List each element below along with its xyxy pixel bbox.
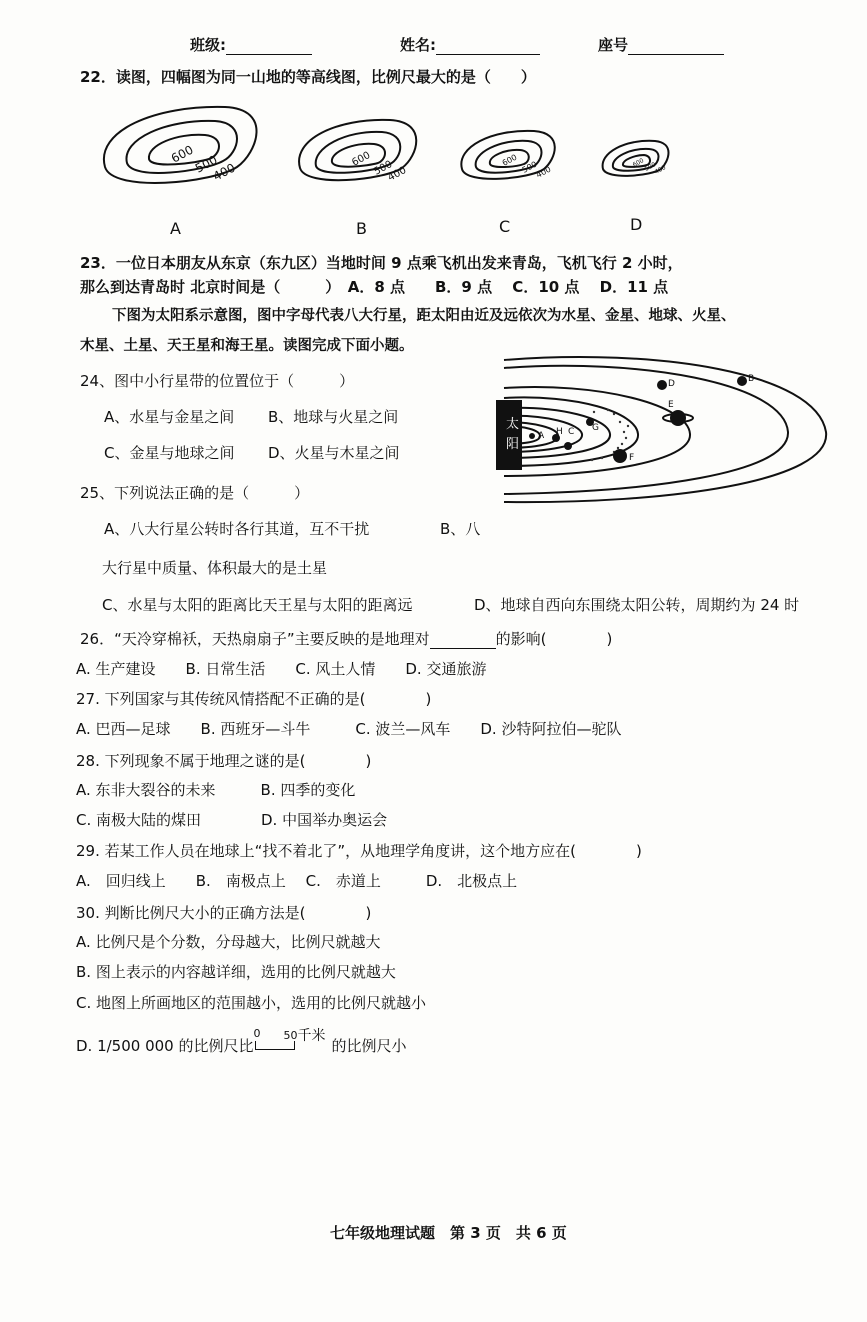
- q25-option-b-cont[interactable]: 大行星中质量、体积最大的是土星: [102, 559, 328, 577]
- q28-options-cd[interactable]: C. 南极大陆的煤田 D. 中国举办奥运会: [76, 811, 388, 829]
- planet-label-c: C: [568, 427, 575, 437]
- q24-option-a[interactable]: A、水星与金星之间: [104, 408, 235, 426]
- map-c-contour-400: 400: [534, 164, 553, 180]
- map-b-letter: B: [356, 219, 367, 238]
- line-scale-bar: [253, 1027, 331, 1053]
- map-c-letter: C: [499, 217, 511, 236]
- q22-stem: 22．读图，四幅图为同一山地的等高线图，比例尺最大的是（ ）: [80, 68, 536, 86]
- planet-e: [670, 410, 686, 426]
- q24-option-b[interactable]: B、地球与火星之间: [268, 408, 399, 426]
- map-a-contour-600: 600: [168, 142, 196, 166]
- map-c-contour-500: 500: [520, 159, 539, 175]
- map-a-letter: A: [170, 219, 181, 238]
- q26-blank[interactable]: [430, 634, 496, 649]
- map-a-contour-400: 400: [210, 160, 238, 184]
- map-b-contour-500: 500: [372, 158, 395, 178]
- solar-system-diagram: [496, 352, 838, 512]
- q26-options[interactable]: A. 生产建设 B. 日常生活 C. 风土人情 D. 交通旅游: [76, 660, 487, 678]
- planet-a: [529, 433, 535, 439]
- q24-option-d[interactable]: D、火星与木星之间: [268, 444, 400, 462]
- map-d-letter: D: [630, 215, 643, 234]
- scale-unit-label: 千米: [297, 1028, 326, 1044]
- q26-stem: [80, 628, 612, 649]
- planet-d: [657, 380, 667, 390]
- planet-f: [613, 449, 627, 463]
- planet-label-h: H: [556, 427, 563, 437]
- name-label: 姓名:: [400, 36, 436, 54]
- q25-option-c[interactable]: C、水星与太阳的距离比天王星与太阳的距离远: [102, 596, 413, 614]
- class-blank[interactable]: [226, 40, 312, 55]
- map-d-contour-600: 600: [631, 157, 646, 169]
- map-d-contour-500: 500: [643, 161, 658, 173]
- seat-blank[interactable]: [628, 40, 724, 55]
- q23-line2: 那么到达青岛时 北京时间是（ ） A．8 点 B．9 点 C．10 点 D．11 点: [80, 278, 669, 296]
- planet-label-g: G: [592, 423, 599, 433]
- q23-line1: 23．一位日本朋友从东京（东九区）当地时间 9 点乘飞机出发来青岛，飞机飞行 2 小时，: [80, 254, 683, 272]
- planet-c: [564, 442, 572, 450]
- q27-stem: 27. 下列国家与其传统风情搭配不正确的是( ): [76, 690, 432, 708]
- q25-option-b-start[interactable]: B、八: [440, 520, 481, 538]
- planet-label-e: E: [668, 400, 674, 410]
- map-d-contour-400: 400: [653, 164, 668, 176]
- sun-body: [496, 400, 522, 470]
- q30-option-b[interactable]: B. 图上表示的内容越详细，选用的比例尺就越大: [76, 963, 396, 981]
- contour-maps: [90, 95, 690, 245]
- q26-stem-a: 26．“天冷穿棉袄，天热扇扇子”主要反映的是地理对: [80, 630, 430, 648]
- q25-option-a[interactable]: A、八大行星公转时各行其道，互不干扰: [104, 520, 370, 538]
- scale-fifty-label: 50: [283, 1029, 298, 1042]
- q25-option-d[interactable]: D、地球自西向东围绕太阳公转，周期约为 24 时: [474, 596, 800, 614]
- map-a-contour-500: 500: [192, 152, 220, 176]
- q29-stem: 29. 若某工作人员在地球上“找不着北了”，从地理学角度讲，这个地方应在( ): [76, 842, 642, 860]
- map-c-contour-600: 600: [500, 152, 519, 168]
- page-footer: 七年级地理试题 第 3 页 共 6 页: [330, 1224, 567, 1242]
- q28-stem: 28. 下列现象不属于地理之谜的是( ): [76, 752, 372, 770]
- q30-option-d[interactable]: [76, 1027, 407, 1056]
- q29-options[interactable]: A. 回归线上 B. 南极点上 C. 赤道上 D. 北极点上: [76, 872, 518, 890]
- scale-bar-line: [255, 1041, 295, 1050]
- name-blank[interactable]: [436, 40, 540, 55]
- q30-option-c[interactable]: C. 地图上所画地区的范围越小，选用的比例尺就越小: [76, 994, 427, 1012]
- passage-line2: 木星、土星、天王星和海王星。读图完成下面小题。: [80, 337, 414, 354]
- seat-label: 座号: [598, 36, 629, 54]
- q30-option-d-end: 的比例尺小: [331, 1037, 407, 1055]
- name-field: [400, 34, 540, 55]
- scale-zero-label: 0: [253, 1027, 261, 1040]
- q25-stem: 25、下列说法正确的是（ ）: [80, 484, 310, 502]
- q30-stem: 30. 判断比例尺大小的正确方法是( ): [76, 904, 372, 922]
- seat-field: [598, 34, 724, 55]
- q30-option-d-start: D. 1/500 000 的比例尺比: [76, 1037, 254, 1055]
- planet-label-b: B: [748, 374, 755, 384]
- planet-label-d: D: [668, 379, 675, 389]
- map-b-contour-600: 600: [350, 149, 373, 169]
- q30-option-a[interactable]: A. 比例尺是个分数，分母越大，比例尺就越大: [76, 933, 381, 951]
- passage-line1: 下图为太阳系示意图，图中字母代表八大行星，距太阳由近及远依次为水星、金星、地球、火星、: [112, 307, 736, 324]
- q28-options-ab[interactable]: A. 东非大裂谷的未来 B. 四季的变化: [76, 781, 356, 799]
- planet-label-f: F: [629, 453, 635, 463]
- planet-b: [737, 376, 747, 386]
- q24-stem: 24、图中小行星带的位置位于（ ）: [80, 372, 355, 390]
- sun-label-1: 太: [506, 417, 520, 432]
- q24-option-c[interactable]: C、金星与地球之间: [104, 444, 235, 462]
- class-field: [190, 34, 312, 55]
- map-b-contour-400: 400: [386, 164, 409, 184]
- planet-label-a: A: [538, 431, 545, 441]
- q26-stem-b: 的影响( ): [495, 630, 613, 648]
- q27-options[interactable]: A. 巴西—足球 B. 西班牙—斗牛 C. 波兰—风车 D. 沙特阿拉伯—驼队: [76, 720, 622, 738]
- class-label: 班级:: [190, 36, 226, 54]
- sun-label-2: 阳: [506, 437, 520, 452]
